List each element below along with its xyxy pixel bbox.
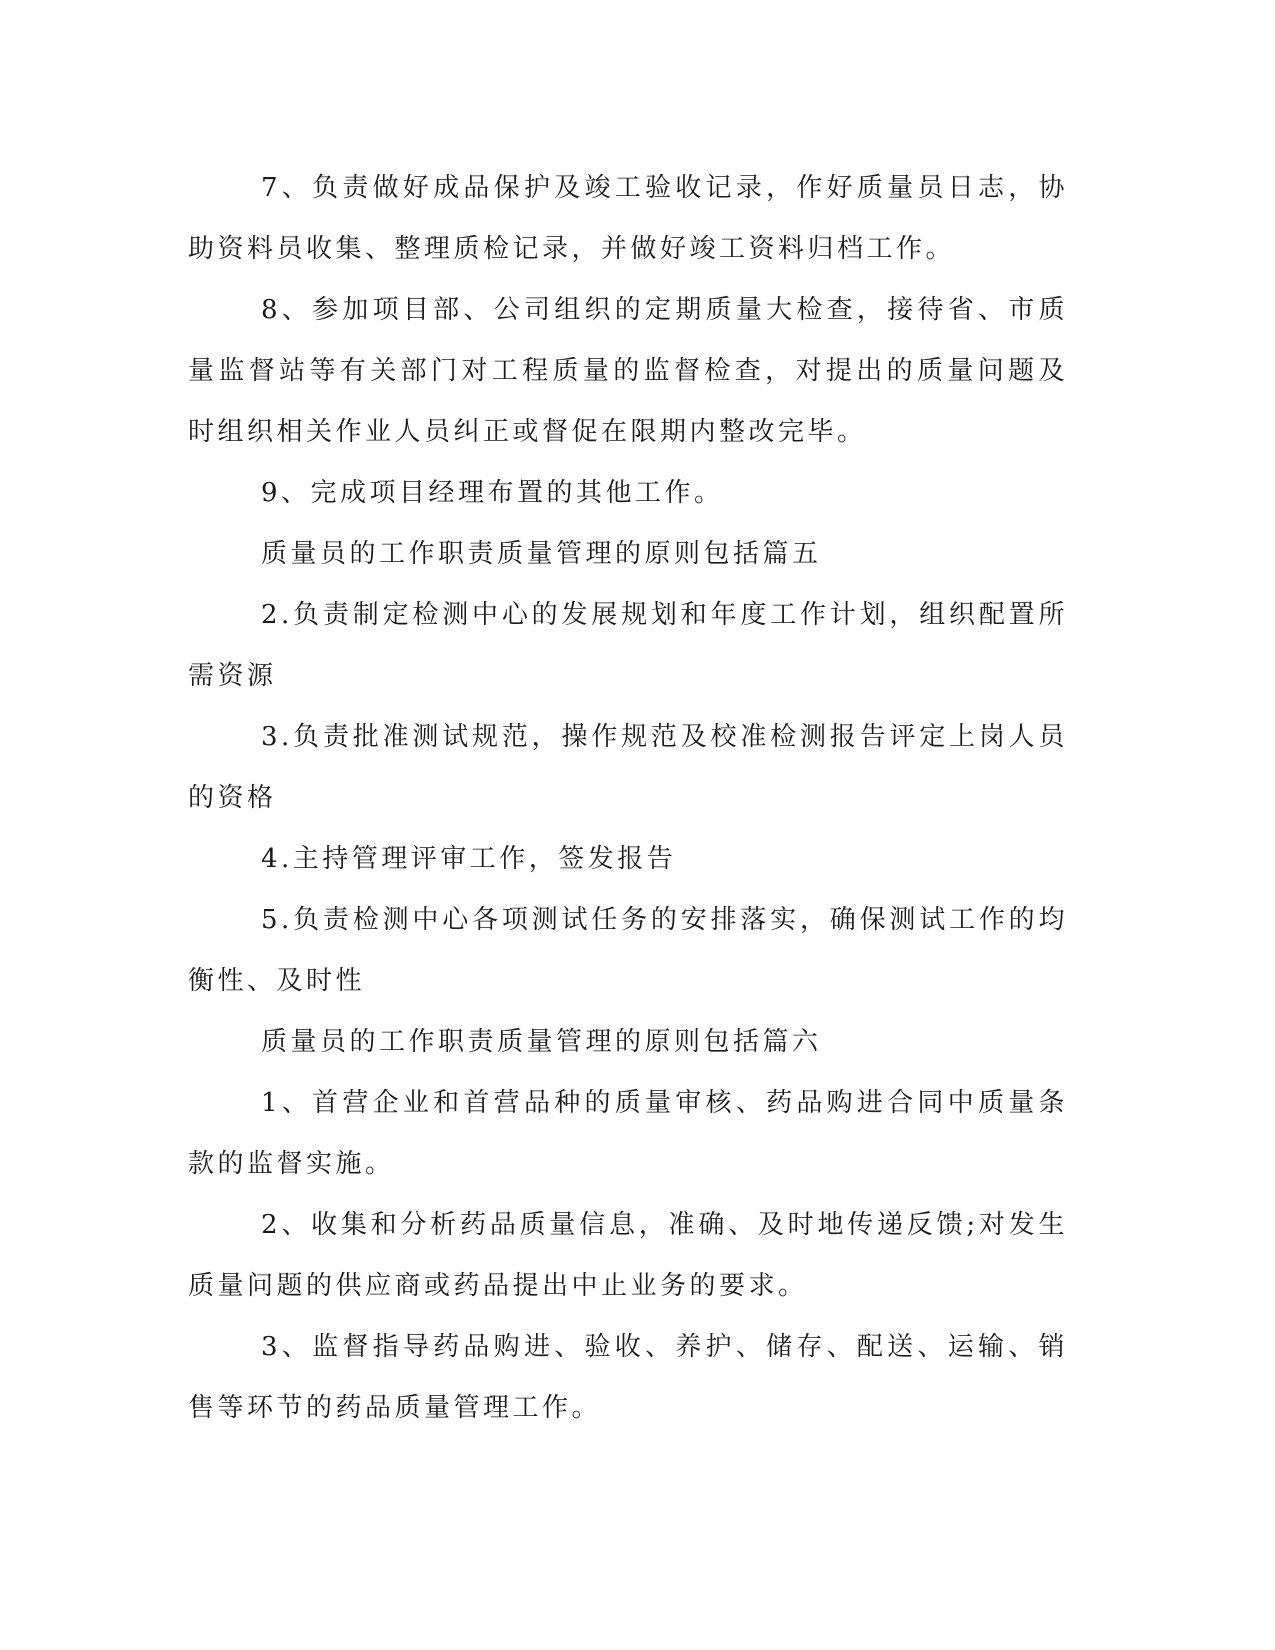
paragraph-item-9: 9、完成项目经理布置的其他工作。 (261, 478, 724, 508)
paragraph-item-2-planning: 2.负责制定检测中心的发展规划和年度工作计划，组织配置所需资源 (188, 600, 1068, 691)
paragraph-item-3-approval: 3.负责批准测试规范，操作规范及校准检测报告评定上岗人员的资格 (188, 722, 1068, 813)
paragraph-item-7: 7、负责做好成品保护及竣工验收记录，作好质量员日志，协助资料员收集、整理质检记录，并做好竣工资料归档工作。 (188, 173, 1068, 264)
paragraph-item-4-review: 4.主持管理评审工作，签发报告 (261, 844, 677, 874)
paragraph-item-1-audit: 1、首营企业和首营品种的质量审核、药品购进合同中质量条款的监督实施。 (188, 1088, 1068, 1179)
paragraph-item-3-supervision: 3、监督指导药品购进、验收、养护、储存、配送、运输、销售等环节的药品质量管理工作。 (188, 1332, 1068, 1423)
paragraph-item-5-testing: 5.负责检测中心各项测试任务的安排落实，确保测试工作的均衡性、及时性 (188, 905, 1068, 996)
paragraph-item-2-feedback: 2、收集和分析药品质量信息，准确、及时地传递反馈;对发生质量问题的供应商或药品提出中止业务的要求。 (188, 1210, 1068, 1301)
paragraph-item-8: 8、参加项目部、公司组织的定期质量大检查，接待省、市质量监督站等有关部门对工程质量的监督检查，对提出的质量问题及时组织相关作业人员纠正或督促在限期内整改完毕。 (188, 295, 1068, 447)
section-heading-part-6: 质量员的工作职责质量管理的原则包括篇六 (261, 1027, 822, 1057)
document-body (188, 158, 1068, 1439)
section-heading-part-5: 质量员的工作职责质量管理的原则包括篇五 (261, 539, 822, 569)
